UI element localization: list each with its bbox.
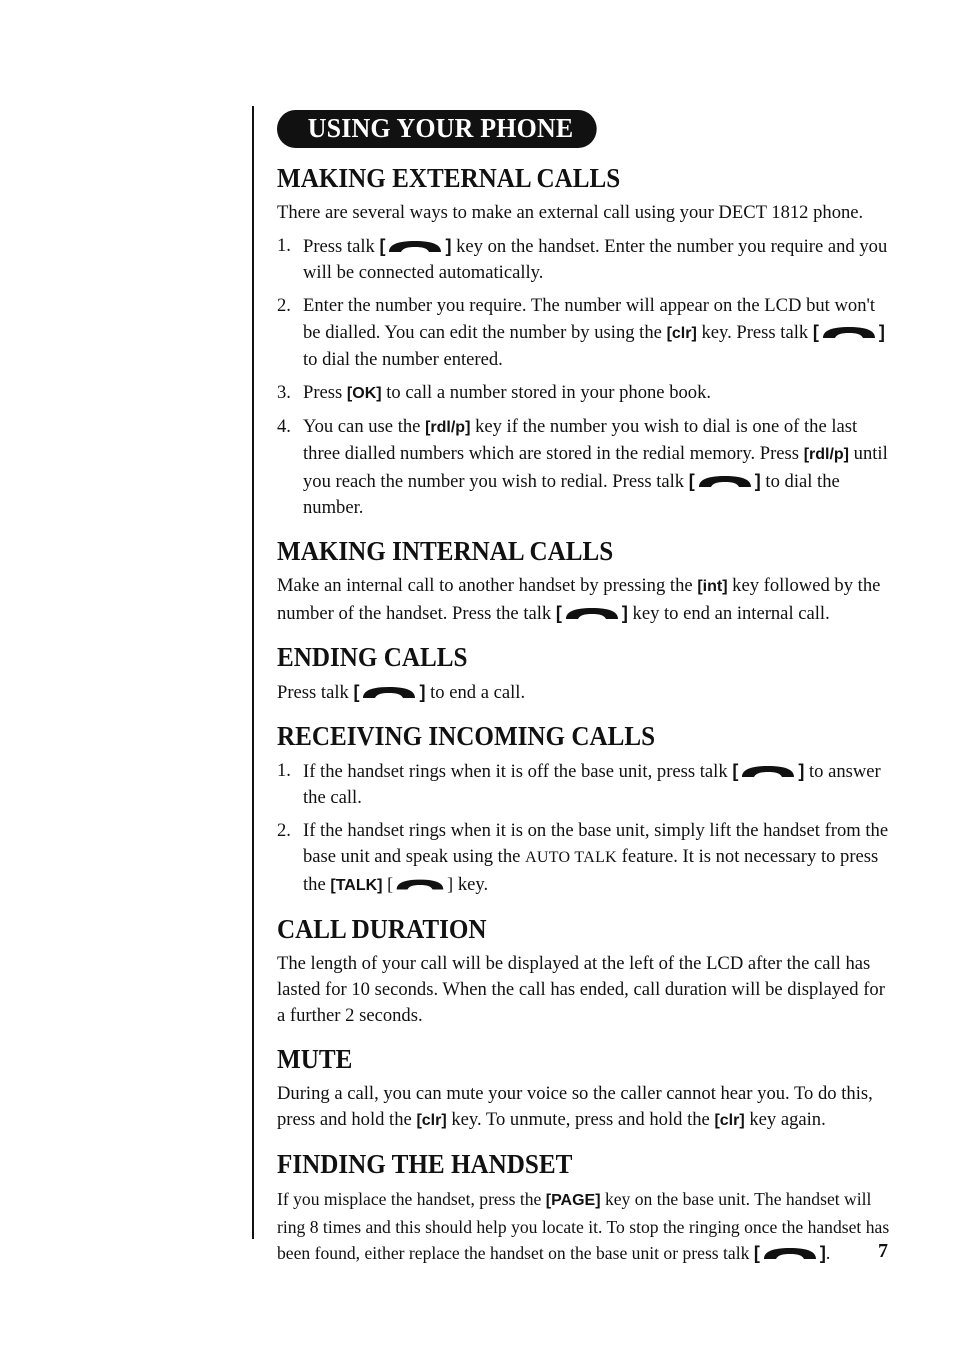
external-intro: There are several ways to make an external call using your DECT 1812 phone.	[277, 202, 864, 223]
clr-key: [clr]	[714, 1112, 745, 1129]
page-key: [PAGE]	[545, 1192, 601, 1209]
mute-text: During a call, you can mute your voice so the caller cannot hear you. To do this, press and hold the [clr] key. To unmute, press and hold the [clr] key again.	[277, 1083, 873, 1130]
finding-text: If you misplace the handset, press the [PAGE] key on the base unit. The handset will ring 8 times and this should help you locate it. To stop the ringing once the handset has been found, either replace the handset on the base unit or press talk [ ].	[277, 1186, 890, 1266]
receiving-steps	[277, 758, 890, 899]
heading-mute: MUTE	[277, 1044, 353, 1074]
page-content	[277, 110, 890, 1273]
talk-key-icon: [ ]	[353, 682, 426, 702]
talk-key-icon: [ ]	[379, 236, 452, 256]
list-item: 2. Enter the number you require. The number will appear on the LCD but won't be dialled. You can edit the number by using the [clr] key. Press talk [ ] to dial the number entered.	[277, 295, 885, 370]
talk-key-icon: [ ]	[387, 874, 454, 894]
internal-text: Make an internal call to another handset by pressing the [int] key followed by the number of the handset. Press the talk [ ] key to end an internal call.	[277, 575, 881, 624]
talk-key-label: [TALK]	[330, 877, 383, 894]
section-label: USING YOUR PHONE	[277, 110, 596, 148]
talk-key-icon: [ ]	[753, 1243, 826, 1263]
heading-receiving-incoming-calls: RECEIVING INCOMING CALLS	[277, 721, 656, 751]
heading-making-internal-calls: MAKING INTERNAL CALLS	[277, 536, 614, 566]
list-item: 2. If the handset rings when it is on the base unit, simply lift the handset from the base unit and speak using the AUTO TALK feature. It is not necessary to press the [TALK] [ ] key.	[277, 820, 889, 895]
int-key: [int]	[697, 578, 728, 595]
heading-making-external-calls: MAKING EXTERNAL CALLS	[277, 163, 621, 193]
talk-key-icon: [ ]	[732, 761, 805, 781]
rdl-key: [rdl/p]	[425, 419, 471, 436]
auto-talk-label: AUTO TALK	[525, 849, 617, 866]
clr-key: [clr]	[666, 325, 697, 342]
talk-key-icon: [ ]	[812, 322, 885, 342]
page-number: 7	[878, 1240, 888, 1262]
list-item: 1. Press talk [ ] key on the handset. Enter the number you require and you will be connected automatically.	[277, 235, 888, 283]
list-item: 3. Press [OK] to call a number stored in your phone book.	[277, 382, 712, 403]
list-item: 1. If the handset rings when it is off the base unit, press talk [ ] to answer the call.	[277, 760, 881, 808]
duration-text: The length of your call will be displayed at the left of the LCD after the call has lasted for 10 seconds. When the call has ended, call duration will be displayed for a further 2 seconds.	[277, 953, 885, 1026]
heading-call-duration: CALL DURATION	[277, 914, 487, 944]
heading-ending-calls: ENDING CALLS	[277, 642, 468, 672]
heading-finding-the-handset: FINDING THE HANDSET	[277, 1149, 573, 1179]
external-steps	[277, 233, 890, 521]
clr-key: [clr]	[416, 1112, 447, 1129]
talk-key-icon: [ ]	[555, 603, 628, 623]
talk-key-icon: [ ]	[688, 471, 761, 491]
ok-key: [OK]	[346, 385, 382, 402]
left-margin-rule	[252, 106, 254, 1239]
ending-text: Press talk [ ] to end a call.	[277, 679, 890, 706]
list-item: 4. You can use the [rdl/p] key if the number you wish to dial is one of the last three dialled numbers which are stored in the redial memory. Press [rdl/p] until you reach the number you wish to redial. Press talk [ ] to dial the number.	[277, 416, 888, 518]
rdl-key: [rdl/p]	[803, 446, 850, 463]
